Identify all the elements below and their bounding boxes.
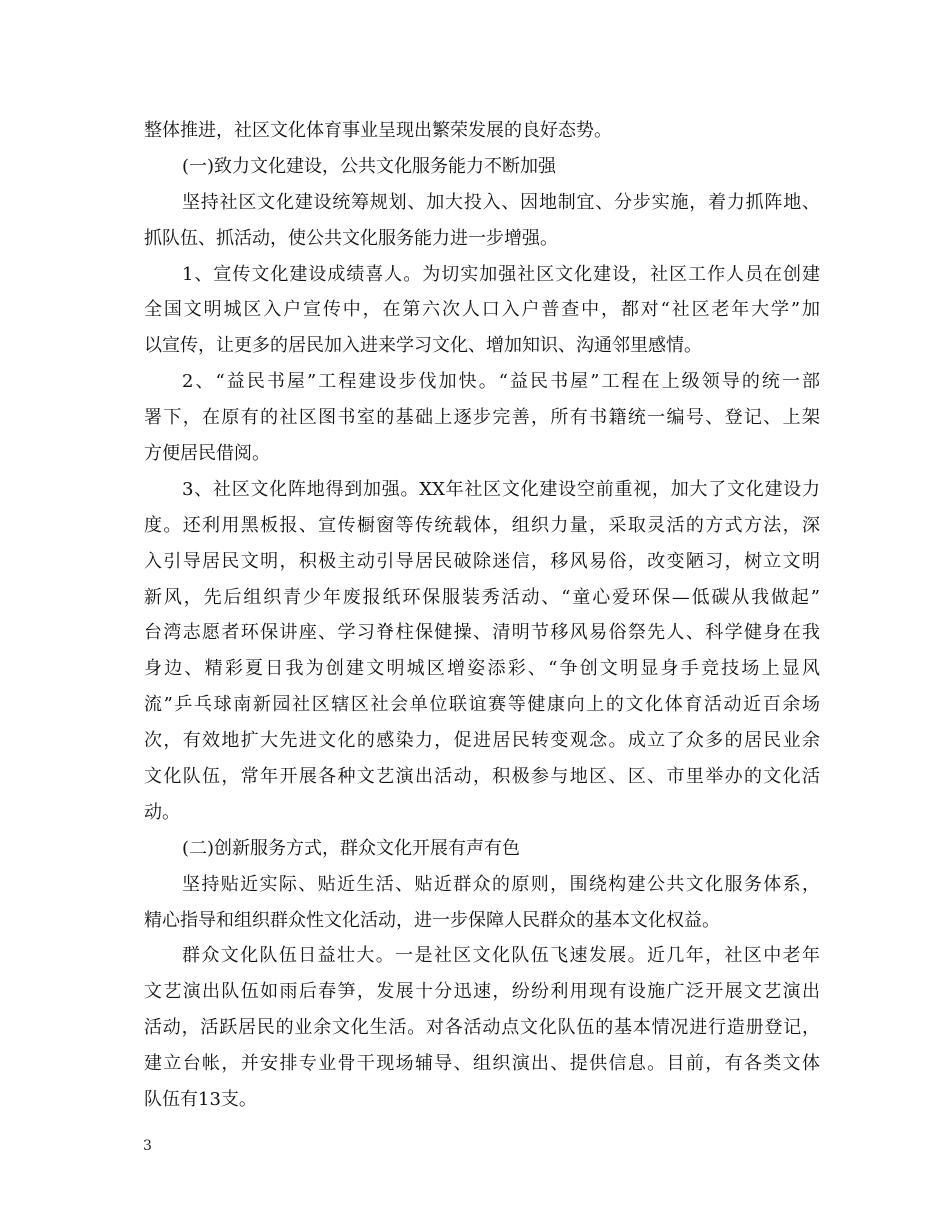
text-line: 文化队伍，常年开展各种文艺演出活动，积极参与地区、区、市里举办的文化活 <box>144 766 820 788</box>
text-line: 坚持社区文化建设统筹规划、加大投入、因地制宜、分步实施，着力抓阵地、 <box>182 191 820 213</box>
page-number: 3 <box>143 1138 152 1154</box>
text-line: 台湾志愿者环保讲座、学习脊柱保健操、清明节移风易俗祭先人、科学健身在我 <box>144 622 820 644</box>
text-line: 队伍有13支。 <box>144 1089 257 1111</box>
text-line: 流”乒乓球南新园社区辖区社会单位联谊赛等健康向上的文化体育活动近百余场 <box>144 694 820 716</box>
text-line: 文艺演出队伍如雨后春笋，发展十分迅速，纷纷利用现有设施广泛开展文艺演出 <box>144 981 820 1003</box>
text-line: 抓队伍、抓活动，使公共文化服务能力进一步增强。 <box>144 227 558 249</box>
text-line: 整体推进，社区文化体育事业呈现出繁荣发展的良好态势。 <box>144 120 612 141</box>
text-line: 次，有效地扩大先进文化的感染力，促进居民转变观念。成立了众多的居民业余 <box>144 730 820 752</box>
text-line: 以宣传，让更多的居民加入进来学习文化、增加知识、沟通邻里感情。 <box>144 335 702 357</box>
text-line: 入引导居民文明，积极主动引导居民破除迷信，移风易俗，改变陋习，树立文明 <box>144 550 820 572</box>
text-line: (一)致力文化建设，公共文化服务能力不断加强 <box>182 155 557 177</box>
text-line: 建立台帐，并安排专业骨干现场辅导、组织演出、提供信息。目前，有各类文体 <box>144 1053 820 1075</box>
text-line: 署下，在原有的社区图书室的基础上逐步完善，所有书籍统一编号、登记、上架 <box>144 407 820 429</box>
text-line: 身边、精彩夏日我为创建文明城区增姿添彩、“争创文明显身手竞技场上显风 <box>144 658 820 680</box>
document-body <box>144 113 820 1118</box>
text-line: 坚持贴近实际、贴近生活、贴近群众的原则，围绕构建公共文化服务体系， <box>182 873 820 895</box>
text-line: 活动，活跃居民的业余文化生活。对各活动点文化队伍的基本情况进行造册登记， <box>144 1017 820 1039</box>
text-line: 方便居民借阅。 <box>144 443 270 465</box>
text-line: (二)创新服务方式，群众文化开展有声有色 <box>182 837 521 859</box>
text-line: 2、“益民书屋”工程建设步伐加快。“益民书屋”工程在上级领导的统一部 <box>182 371 820 393</box>
text-line: 新风，先后组织青少年废报纸环保服装秀活动、“童心爱环保—低碳从我做起” <box>144 586 820 608</box>
text-line: 群众文化队伍日益壮大。一是社区文化队伍飞速发展。近几年，社区中老年 <box>182 945 820 967</box>
text-line: 全国文明城区入户宣传中，在第六次人口入户普查中，都对“社区老年大学”加 <box>144 299 820 321</box>
text-line: 度。还利用黑板报、宣传橱窗等传统载体，组织力量，采取灵活的方式方法，深 <box>144 514 820 536</box>
text-line: 动。 <box>144 801 180 823</box>
text-line: 精心指导和组织群众性文化活动，进一步保障人民群众的基本文化权益。 <box>144 909 720 931</box>
text-line: 3、社区文化阵地得到加强。XX年社区文化建设空前重视，加大了文化建设力 <box>182 478 820 500</box>
text-line: 1、宣传文化建设成绩喜人。为切实加强社区文化建设，社区工作人员在创建 <box>182 263 820 285</box>
